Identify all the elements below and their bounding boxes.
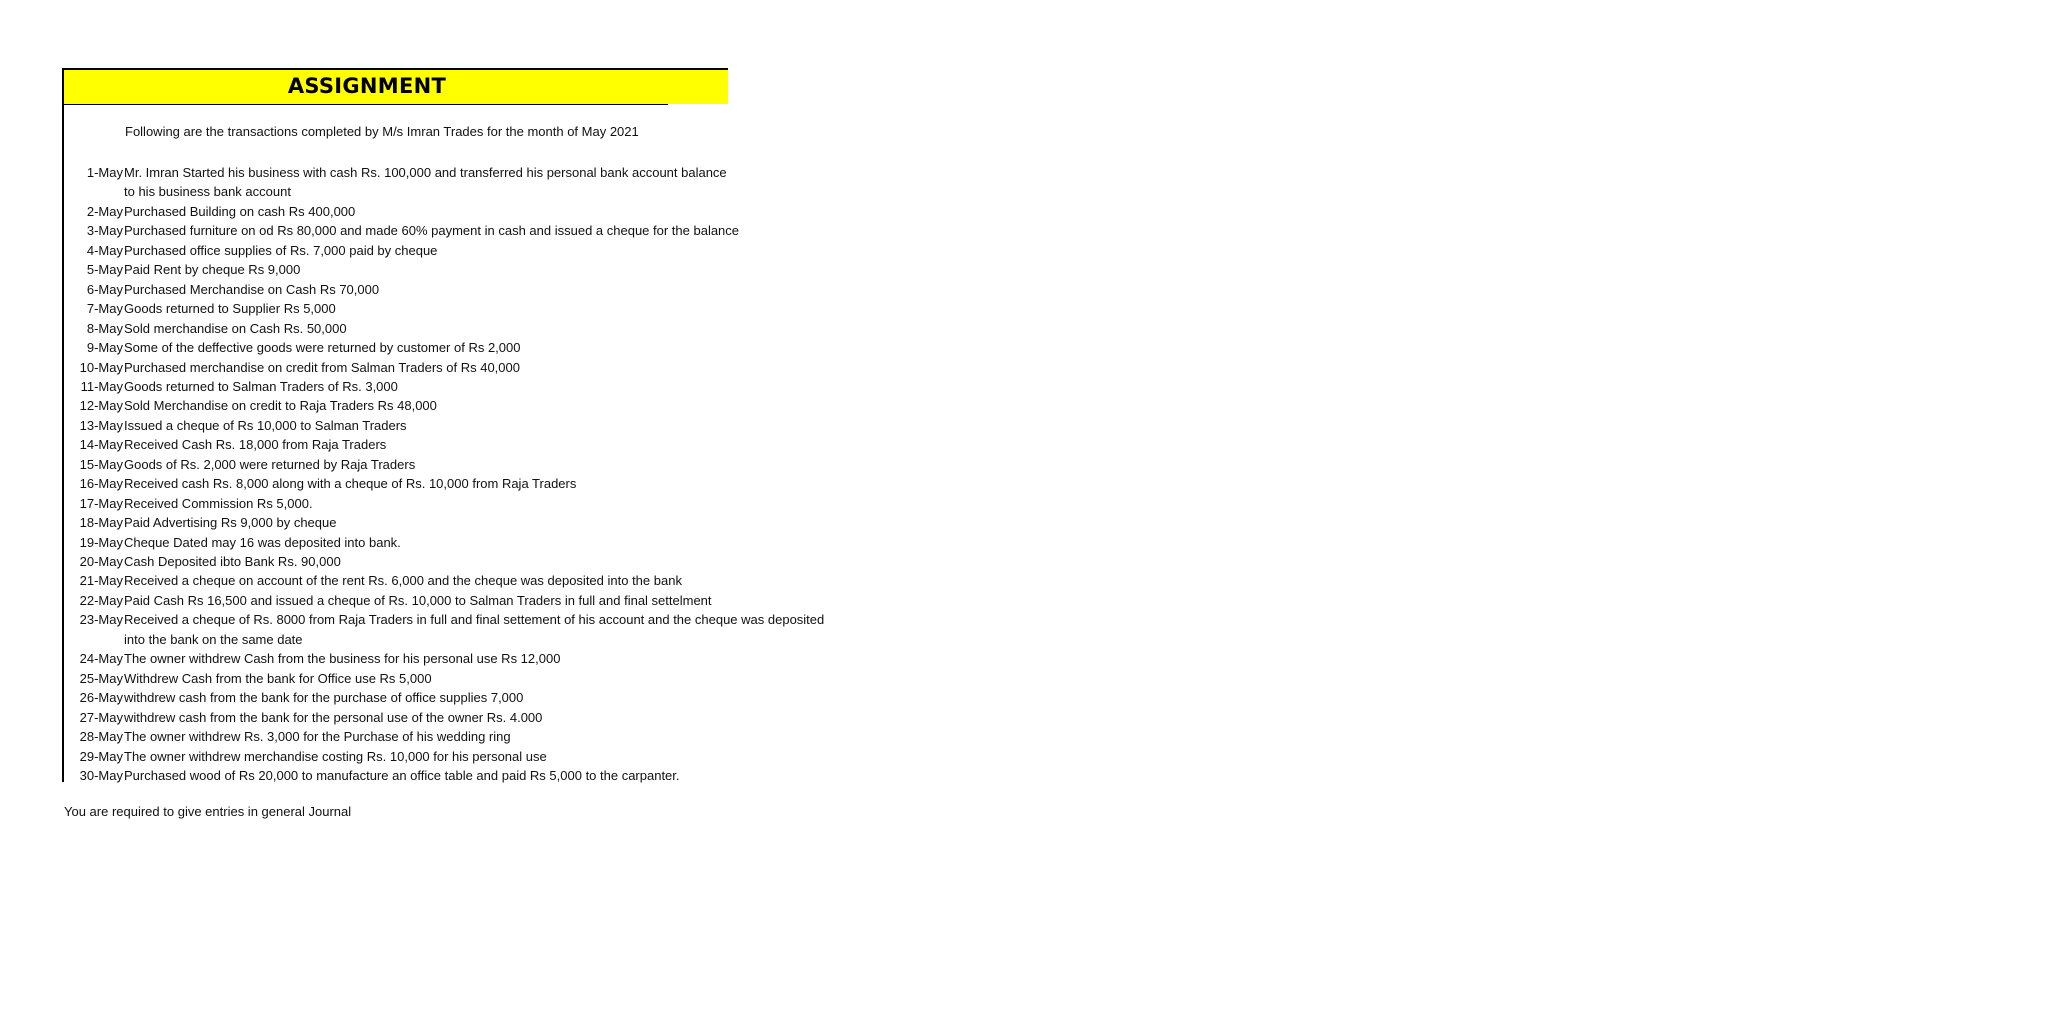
- transaction-text: Received Commission Rs 5,000.: [124, 495, 313, 511]
- transaction-date: 14-May: [79, 437, 123, 453]
- transaction-row: [64, 688, 2064, 707]
- transaction-text: Sold merchandise on Cash Rs. 50,000: [124, 320, 347, 336]
- transaction-date: 7-May: [86, 301, 123, 317]
- title-banner: [62, 68, 728, 104]
- transaction-continuation-row: [64, 182, 2064, 201]
- transaction-row: [64, 280, 2064, 299]
- transaction-text: The owner withdrew Rs. 3,000 for the Purchase of his wedding ring: [124, 729, 511, 745]
- transaction-date: 1-May: [86, 165, 123, 180]
- transaction-row: [64, 435, 2064, 454]
- transaction-text: Cheque Dated may 16 was deposited into bank.: [124, 534, 401, 550]
- transaction-row: [64, 533, 2064, 552]
- transaction-date: 28-May: [79, 729, 123, 745]
- transaction-text-continued: into the bank on the same date: [124, 631, 303, 647]
- transaction-text: Sold Merchandise on credit to Raja Traders Rs 48,000: [124, 398, 437, 414]
- transaction-date: 21-May: [79, 573, 123, 589]
- transaction-date: 23-May: [79, 612, 123, 628]
- transaction-date: 16-May: [79, 476, 123, 492]
- transaction-text: withdrew cash from the bank for the purchase of office supplies 7,000: [124, 690, 524, 706]
- transaction-text: Received a cheque on account of the rent Rs. 6,000 and the cheque was deposited into the bank: [124, 573, 682, 589]
- transaction-row: [64, 299, 2064, 318]
- transaction-row: [64, 396, 2064, 415]
- transaction-text: withdrew cash from the bank for the personal use of the owner Rs. 4.000: [124, 709, 543, 725]
- transaction-row: [64, 358, 2064, 377]
- transaction-date: 18-May: [79, 515, 123, 531]
- transaction-date: 2-May: [86, 203, 123, 219]
- transaction-text: Goods returned to Supplier Rs 5,000: [124, 301, 336, 317]
- transaction-row: [64, 416, 2064, 435]
- page-title: ASSIGNMENT: [287, 74, 447, 98]
- transaction-text: Received cash Rs. 8,000 along with a cheque of Rs. 10,000 from Raja Traders: [124, 476, 577, 492]
- transaction-row: [64, 377, 2064, 396]
- transaction-row: [64, 571, 2064, 590]
- transaction-date: 6-May: [86, 281, 123, 297]
- transaction-row: [64, 708, 2064, 727]
- transaction-date: 13-May: [79, 417, 123, 433]
- transaction-row: [64, 591, 2064, 610]
- transaction-date: 15-May: [79, 456, 123, 472]
- transaction-row: [64, 669, 2064, 688]
- transaction-text: Received a cheque of Rs. 8000 from Raja Traders in full and final settement of his account and the cheque was deposited: [124, 612, 825, 628]
- transaction-date: 8-May: [86, 320, 123, 336]
- transactions-area: [64, 104, 825, 783]
- transaction-row: [64, 766, 2064, 785]
- transaction-text: Purchased office supplies of Rs. 7,000 paid by cheque: [124, 242, 438, 258]
- transaction-text: Withdrew Cash from the bank for Office use Rs 5,000: [124, 670, 432, 686]
- transaction-text: Purchased wood of Rs 20,000 to manufacture an office table and paid Rs 5,000 to the carpanter.: [124, 767, 680, 783]
- transaction-row: [64, 163, 2064, 182]
- transaction-text: Goods of Rs. 2,000 were returned by Raja Traders: [124, 456, 416, 472]
- transaction-row: [64, 202, 2064, 221]
- transaction-text: The owner withdrew merchandise costing Rs. 10,000 for his personal use: [124, 748, 547, 764]
- transaction-row: [64, 610, 2064, 629]
- transaction-text: Paid Rent by cheque Rs 9,000: [124, 262, 301, 278]
- transaction-text: Goods returned to Salman Traders of Rs. 3,000: [124, 378, 398, 394]
- transaction-date: 22-May: [79, 592, 123, 608]
- transaction-row: [64, 338, 2064, 357]
- transaction-row: [64, 552, 2064, 571]
- transaction-date: 19-May: [79, 534, 123, 550]
- transaction-text: The owner withdrew Cash from the business for his personal use Rs 12,000: [124, 651, 561, 667]
- transaction-row: [64, 241, 2064, 260]
- instruction-text: You are required to give entries in general Journal: [64, 804, 352, 819]
- transaction-row: [64, 727, 2064, 746]
- transaction-row: [64, 474, 2064, 493]
- transaction-row: [64, 513, 2064, 532]
- spreadsheet-page: [0, 0, 825, 1024]
- transaction-date: 29-May: [79, 748, 123, 764]
- transaction-date: 17-May: [79, 495, 123, 511]
- transaction-date: 9-May: [86, 340, 123, 356]
- transaction-row: [64, 747, 2064, 766]
- transaction-row: [64, 455, 2064, 474]
- transaction-text: Cash Deposited ibto Bank Rs. 90,000: [124, 554, 341, 569]
- transaction-text: Mr. Imran Started his business with cash Rs. 100,000 and transferred his personal bank account balance: [124, 165, 727, 180]
- transaction-date: 12-May: [79, 398, 123, 414]
- transaction-date: 10-May: [79, 359, 123, 375]
- transaction-date: 5-May: [86, 262, 123, 278]
- transaction-continuation-row: [64, 630, 2064, 649]
- transaction-text: Some of the deffective goods were returned by customer of Rs 2,000: [124, 340, 521, 356]
- transaction-text-continued: to his business bank account: [124, 184, 291, 200]
- transaction-text: Purchased merchandise on credit from Salman Traders of Rs 40,000: [124, 359, 520, 375]
- transaction-row: [64, 319, 2064, 338]
- transaction-date: 25-May: [79, 670, 123, 686]
- transaction-date: 3-May: [86, 223, 123, 239]
- transaction-row: [64, 494, 2064, 513]
- transaction-date: 30-May: [79, 767, 123, 783]
- transaction-text: Paid Advertising Rs 9,000 by cheque: [124, 515, 337, 531]
- transaction-date: 20-May: [79, 554, 123, 569]
- transaction-text: Received Cash Rs. 18,000 from Raja Traders: [124, 437, 387, 453]
- transaction-date: 27-May: [79, 709, 123, 725]
- transaction-row: [64, 260, 2064, 279]
- transaction-text: Purchased Merchandise on Cash Rs 70,000: [124, 281, 380, 297]
- transaction-row: [64, 649, 2064, 668]
- transaction-text: Paid Cash Rs 16,500 and issued a cheque of Rs. 10,000 to Salman Traders in full and final settelment: [124, 592, 712, 608]
- transaction-date: 11-May: [80, 378, 123, 394]
- transaction-text: Issued a cheque of Rs 10,000 to Salman Traders: [124, 417, 407, 433]
- transaction-text: Purchased furniture on od Rs 80,000 and made 60% payment in cash and issued a cheque for the balance: [124, 223, 740, 239]
- transaction-row: [64, 221, 2064, 240]
- transaction-date: 4-May: [86, 242, 123, 258]
- intro-text: Following are the transactions completed by M/s Imran Trades for the month of May 2021: [125, 124, 639, 139]
- transaction-date: 24-May: [79, 651, 123, 667]
- transaction-text: Purchased Building on cash Rs 400,000: [124, 203, 356, 219]
- transaction-date: 26-May: [79, 690, 123, 706]
